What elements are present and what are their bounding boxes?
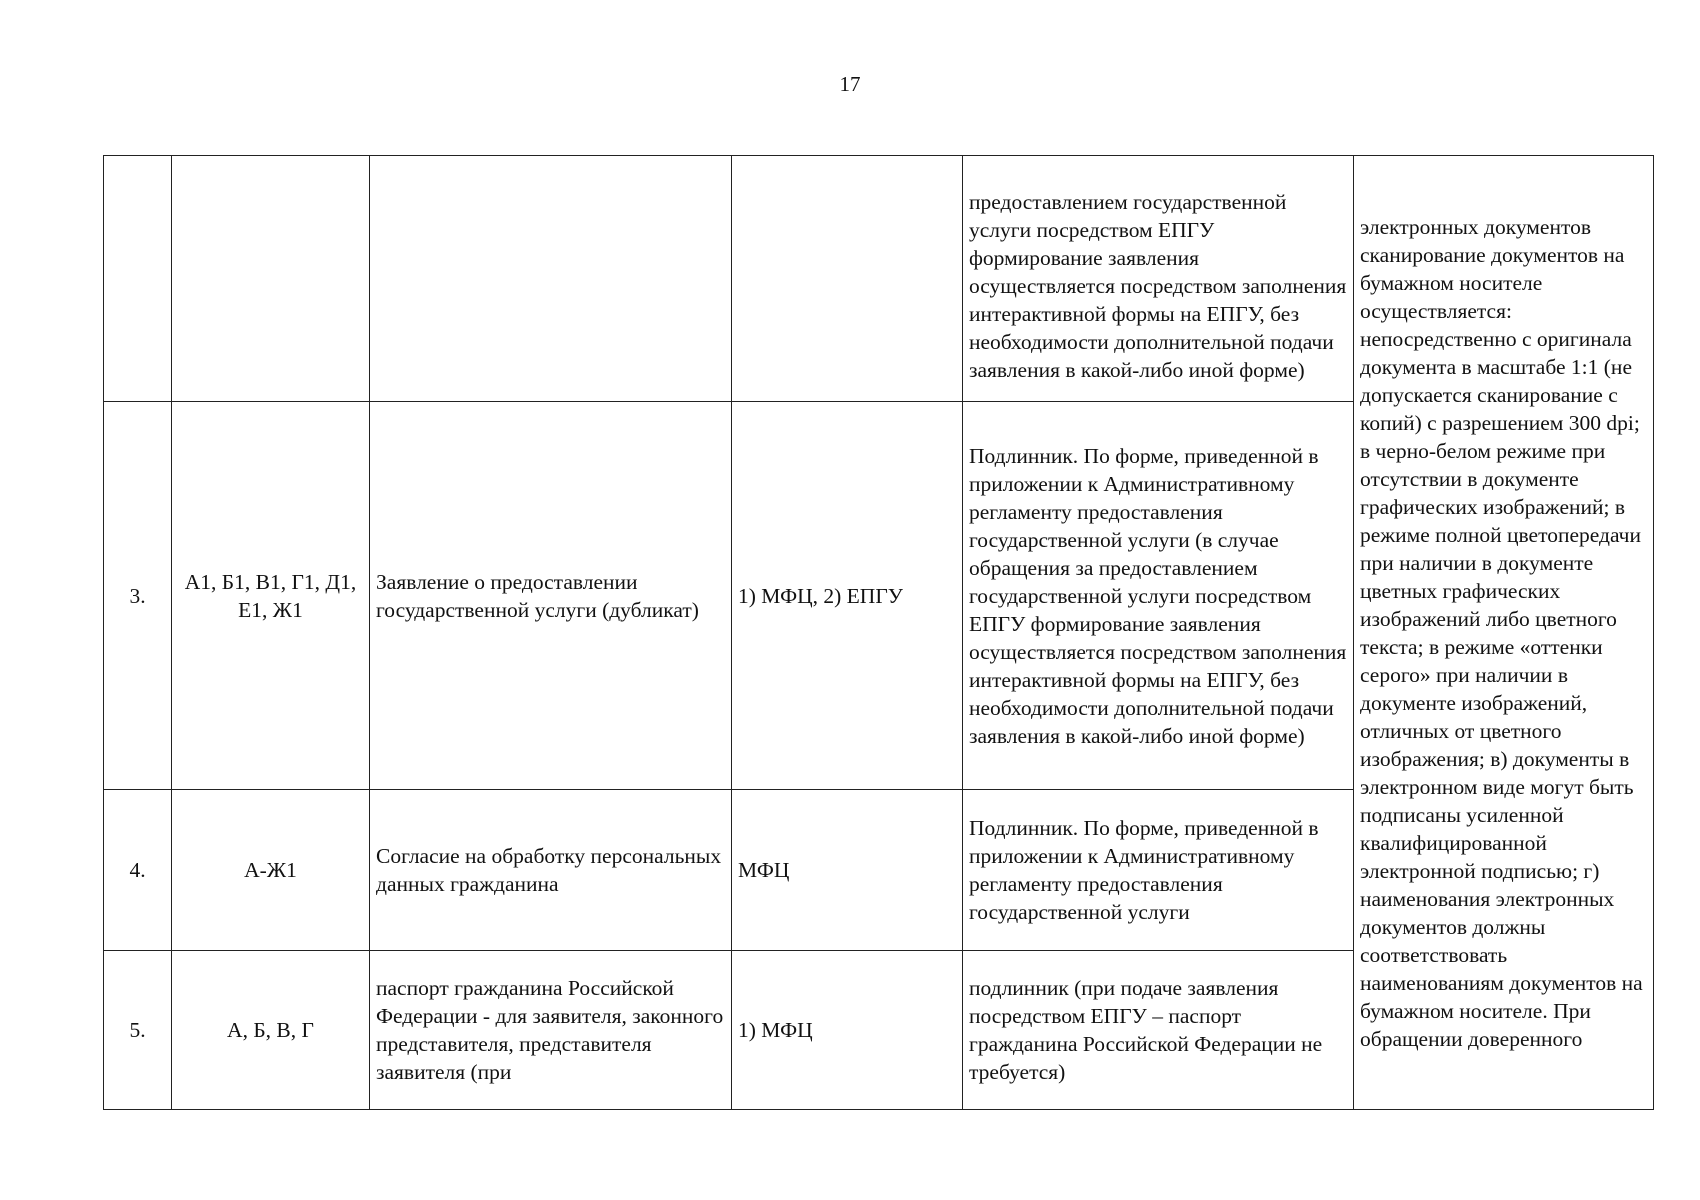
applicant-categories: [172, 156, 370, 402]
document-name: Заявление о предоставлении государственной услуги (дубликат): [370, 402, 732, 790]
document-requirements: Подлинник. По форме, приведенной в приложении к Административному регламенту предоставления государственной услуги (в случае обращения за предоставлением государственной услуги посредством ЕПГУ формирование заявления осуществляется посредством заполнения интерактивной формы на ЕПГУ, без необходимости дополнительной подачи заявления в какой-либо иной форме): [963, 402, 1354, 790]
document-requirements: предоставлением государственной услуги посредством ЕПГУ формирование заявления осуществляется посредством заполнения интерактивной формы на ЕПГУ, без необходимости дополнительной подачи заявления в какой-либо иной форме): [963, 156, 1354, 402]
document-requirements: подлинник (при подаче заявления посредством ЕПГУ – паспорт гражданина Российской Федерации не требуется): [963, 951, 1354, 1110]
row-number: 4.: [104, 790, 172, 951]
page-number: 17: [839, 72, 861, 96]
submission-channel: 1) МФЦ: [732, 951, 963, 1110]
document-name: [370, 156, 732, 402]
applicant-categories: А-Ж1: [172, 790, 370, 951]
table-row: [104, 156, 1654, 402]
row-number: [104, 156, 172, 402]
document-name: паспорт гражданина Российской Федерации - для заявителя, законного представителя, представителя заявителя (при: [370, 951, 732, 1110]
electronic-document-requirements: электронных документов сканирование документов на бумажном носителе осуществляется: непосредственно с оригинала документа в масштабе 1:1 (не допускается сканирование с копий) с разрешением 300 dpi; в черно-белом режиме при отсутствии в документе графических изображений; в режиме полной цветопередачи при наличии в документе цветных графических изображений либо цветного текста; в режиме «оттенки серого» при наличии в документе изображений, отличных от цветного изображения; в) документы в электронном виде могут быть подписаны усиленной квалифицированной электронной подписью; г) наименования электронных документов должны соответствовать наименованиям документов на бумажном носителе. При обращении доверенного: [1354, 156, 1654, 1110]
row-number: 3.: [104, 402, 172, 790]
document-requirements: Подлинник. По форме, приведенной в приложении к Административному регламенту предоставления государственной услуги: [963, 790, 1354, 951]
applicant-categories: А, Б, В, Г: [172, 951, 370, 1110]
applicant-categories: А1, Б1, В1, Г1, Д1, Е1, Ж1: [172, 402, 370, 790]
row-number: 5.: [104, 951, 172, 1110]
submission-channel: 1) МФЦ, 2) ЕПГУ: [732, 402, 963, 790]
submission-channel: [732, 156, 963, 402]
documents-table: [103, 155, 1654, 1110]
submission-channel: МФЦ: [732, 790, 963, 951]
document-name: Согласие на обработку персональных данных гражданина: [370, 790, 732, 951]
